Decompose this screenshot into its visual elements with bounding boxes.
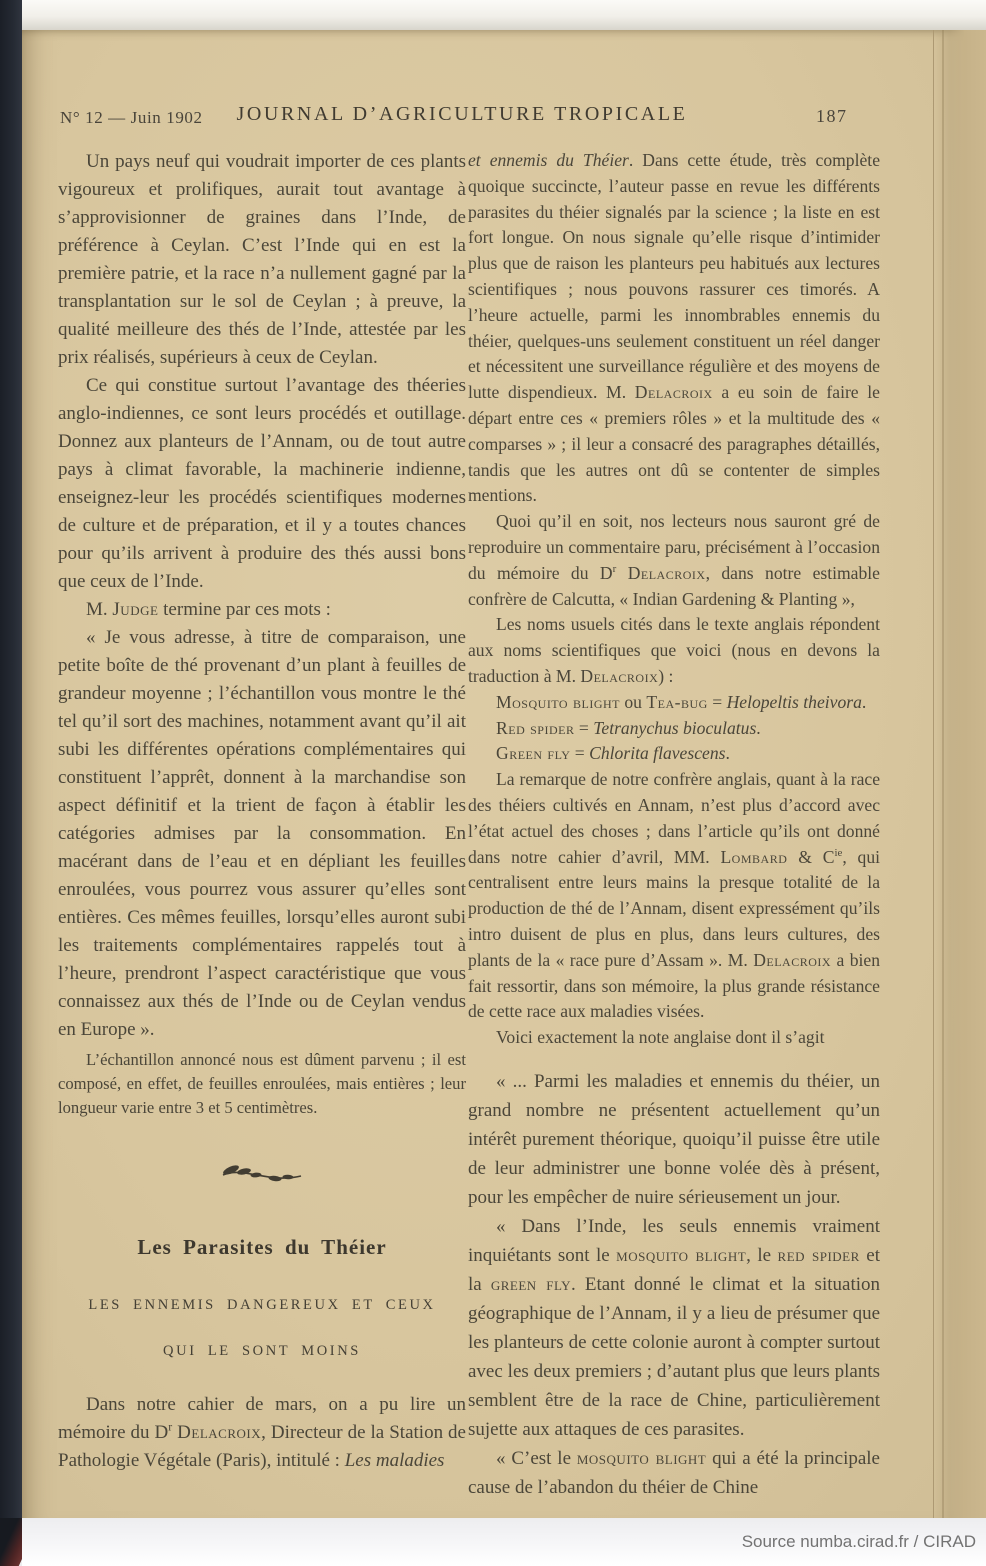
text-segment: . xyxy=(725,743,730,764)
paragraph xyxy=(58,372,466,596)
text-segment: a bien fait ressortir, dans son mémoire, la plus grande résistance de cette race aux maladies visées. xyxy=(468,949,880,1022)
left-column xyxy=(58,148,466,1475)
text-segment: M. xyxy=(86,599,113,620)
text-segment: L’échantillon annoncé nous est dûment parvenu ; il est composé, en effet, de feuilles enroulées, mais entières ; leur longueur varie entre 3 et 5 centimètres. xyxy=(58,1050,466,1117)
text-segment: . Etant donné le climat et la situation géographique de l’Annam, il y a lieu de présumer que les planteurs de cette colonie auront à compter surtout avec les deux premiers ; d’autant plus que leurs plants semblent être de la race de Chine, particulièrement sujette aux attaques de ces parasites. xyxy=(468,1273,880,1440)
paragraph xyxy=(58,596,466,624)
scan-background-top xyxy=(22,0,986,30)
text-segment: Delacroix xyxy=(177,1422,262,1443)
text-segment: r xyxy=(168,1420,173,1434)
source-attribution-bar xyxy=(22,1518,986,1566)
text-segment: Judge xyxy=(112,599,159,620)
text-segment: « Je vous adresse, à titre de comparaison, une petite boîte de thé provenant d’un plant à feuilles de grandeur moyenne ; l’échantillon vous montre le thé tel qu’il sort des machines, notamment avant qu’il ait subi les différentes opérations complémentaires qui constituent l’apprêt, donnent à la marchandise son aspect définitif et la trient de façon à établir les catégories admises par la consommation. En macérant dans de l’eau et en dépliant les feuilles enroulées, vous pourrez vous assurer qu’elles sont entières. Ces mêmes feuilles, lorsqu’elles auront subi les traitements complémentaires rappelés tout à l’heure, prendront l’aspect caractéristique que vous connaissez aux thés de l’Inde ou de Ceylan vendus en Europe ». xyxy=(58,627,466,1040)
paragraph xyxy=(58,1048,466,1120)
text-segment: Delacroix xyxy=(634,382,713,403)
text-segment: mosquito blight xyxy=(616,1244,747,1266)
text-segment: Quoi qu’il en soit, nos lecteurs nous sauront gré de reproduire un commentaire paru, précisément à l’occasion du mémoire du D xyxy=(468,511,880,583)
text-segment: , Directeur de la Station de Pathologie Végétale (Paris), intitulé : xyxy=(58,1422,466,1471)
page-edge-shadow xyxy=(933,30,986,1518)
paragraph xyxy=(468,509,880,612)
book-binding-edge xyxy=(0,0,22,1566)
text-segment: red spider xyxy=(777,1244,860,1266)
paragraph xyxy=(468,1067,880,1212)
text-segment: Green fly xyxy=(496,743,571,764)
text-segment: , le xyxy=(746,1244,778,1266)
text-segment: Les maladies xyxy=(344,1450,445,1471)
section-title: Les Parasites du Théier xyxy=(137,1235,387,1259)
text-segment: Un pays neuf qui voudrait importer de ces plants vigoureux et prolifiques, aurait tout avantage à s’approvisionner de graines dans l’Inde, de préférence à Ceylan. C’est l’Inde qui en est la première patrie, et la race n’a nullement gagné par la transplantation sur le sol de Ceylan ; à preuve, la qualité meilleure des thés de l’Inde, attestée par les prix réalisés, supérieurs à ceux de Ceylan. xyxy=(58,151,466,368)
text-segment: ) : xyxy=(658,665,674,686)
text-segment: « Dans l’Inde, les seuls ennemis vraiment inquiétants sont le xyxy=(468,1215,880,1266)
text-segment: Delacroix xyxy=(753,949,832,970)
right-column xyxy=(468,148,880,1502)
text-segment: = xyxy=(570,743,590,764)
paragraph xyxy=(468,767,880,1025)
left-column-text-bottom xyxy=(58,1391,466,1475)
journal-page xyxy=(22,30,986,1518)
issue-number: N° 12 — Juin 1902 xyxy=(60,108,203,127)
paragraph xyxy=(58,148,466,372)
paragraph xyxy=(468,1025,880,1051)
source-attribution: Source numba.cirad.fr / CIRAD xyxy=(741,1532,976,1551)
text-segment: Delacroix xyxy=(627,562,706,583)
text-segment: = xyxy=(707,691,727,712)
text-segment: r xyxy=(612,562,617,575)
text-segment: . Dans cette étude, très complète quoique succincte, l’auteur passe en revue les différents parasites du théier signalés par la science ; la liste en est fort longue. On nous signale qu’elle risque d’intimider plus que de raison les planteurs peu habitués aux lectures scientifiques ; nous pouvons rassurer ces timorés. A l’heure actuelle, parmi les innombrables ennemis du théier, quelques-uns seulement constituent un réel danger et nécessitent une surveillance régulière et des moyens de lutte dispendieux. M. xyxy=(468,150,880,403)
text-segment: mosquito blight xyxy=(576,1447,707,1469)
text-segment: green fly xyxy=(490,1273,571,1295)
text-segment: . xyxy=(756,717,761,738)
paragraph xyxy=(468,716,880,742)
paragraph xyxy=(468,741,880,767)
paragraph xyxy=(468,1444,880,1502)
paragraph xyxy=(58,1391,466,1475)
paragraph xyxy=(468,1212,880,1444)
text-segment: termine par ces mots : xyxy=(158,599,331,620)
text-segment: & C xyxy=(787,846,835,867)
right-column-text xyxy=(468,148,880,1502)
left-column-text-top xyxy=(58,148,466,1120)
text-segment: , dans notre estimable confrère de Calcutta, « Indian Gardening & Planting », xyxy=(468,562,880,609)
paragraph xyxy=(58,624,466,1044)
text-segment: Tea-bug xyxy=(646,691,708,712)
text-segment: Lombard xyxy=(720,846,788,867)
text-segment xyxy=(616,563,627,583)
text-segment: Les noms usuels cités dans le texte anglais répondent aux noms scientifiques que voici (nous en devons la traduction à M. xyxy=(468,614,880,686)
page-number: 187 xyxy=(816,106,848,126)
fleuron-ornament-icon xyxy=(219,1162,305,1197)
paragraph xyxy=(468,612,880,689)
text-segment: . xyxy=(861,691,867,712)
text-segment: ie xyxy=(834,846,843,859)
text-segment: = xyxy=(574,717,594,738)
section-subtitle-line2: QUI LE SONT MOINS xyxy=(163,1343,361,1359)
text-segment: et ennemis du Théier xyxy=(468,150,629,170)
text-segment: Dans notre cahier de mars, on a pu lire un mémoire du D xyxy=(58,1394,466,1443)
text-segment: Voici exactement la note anglaise dont il s’agit xyxy=(496,1027,825,1048)
paragraph xyxy=(468,690,880,716)
text-segment: « C’est le xyxy=(496,1447,577,1469)
text-segment: Delacroix xyxy=(580,665,659,686)
text-segment: Ce qui constitue surtout l’avantage des théeries anglo-indiennes, ce sont leurs procédés et outillage. Donnez aux planteurs de l’Annam, ou de tout autre pays à climat favorable, la machinerie indienne, enseignez-leur les procédés scientifiques modernes de culture et de préparation, et il y a toutes chances pour qu’ils arrivent à produire des thés aussi bons que ceux de l’Inde. xyxy=(58,375,466,592)
text-segment: Chlorita flavescens xyxy=(589,743,726,764)
text-segment: Helopeltis theivora xyxy=(726,691,862,712)
text-segment: , qui centralisent entre leurs mains la presque totalité de la production de thé de l’Annam, disent expressément qu’ils intro duisent de plus en plus, dans leurs cultures, des plants de la « race pure d’Assam ». M. xyxy=(468,846,881,970)
text-segment: La remarque de notre confrère anglais, quant à la race des théiers cultivés en Annam, n’est plus d’accord avec l’état actuel des choses ; dans l’article qu’ils ont donné dans notre cahier d’avril, MM. xyxy=(468,769,880,867)
paragraph xyxy=(468,148,880,509)
journal-title: JOURNAL D’AGRICULTURE TROPICALE xyxy=(236,103,688,125)
text-segment: « ... Parmi les maladies et ennemis du théier, un grand nombre ne présentent actuellement qu’un intérêt purement théorique, quoiqu’il puisse être utile de leur administrer une bonne volée dès à présent, pour les empêcher de nuire sérieusement un jour. xyxy=(468,1070,880,1208)
text-segment: ou xyxy=(619,691,647,712)
text-segment: a eu soin de faire le départ entre ces « premiers rôles » et la multitude des « comparses » ; il leur a consacré des paragraphes détaillés, tandis que les autres ont dû se contenter de simples mentions. xyxy=(468,382,880,506)
text-segment: et la xyxy=(468,1244,880,1295)
text-segment: qui a été la principale cause de l’abandon du théier de Chine xyxy=(468,1447,880,1498)
section-subtitle-line1: LES ENNEMIS DANGEREUX ET CEUX xyxy=(88,1297,436,1313)
text-segment: Red spider xyxy=(496,717,575,738)
text-segment: Tetranychus bioculatus xyxy=(593,717,757,738)
text-segment: Mosquito blight xyxy=(496,691,620,712)
